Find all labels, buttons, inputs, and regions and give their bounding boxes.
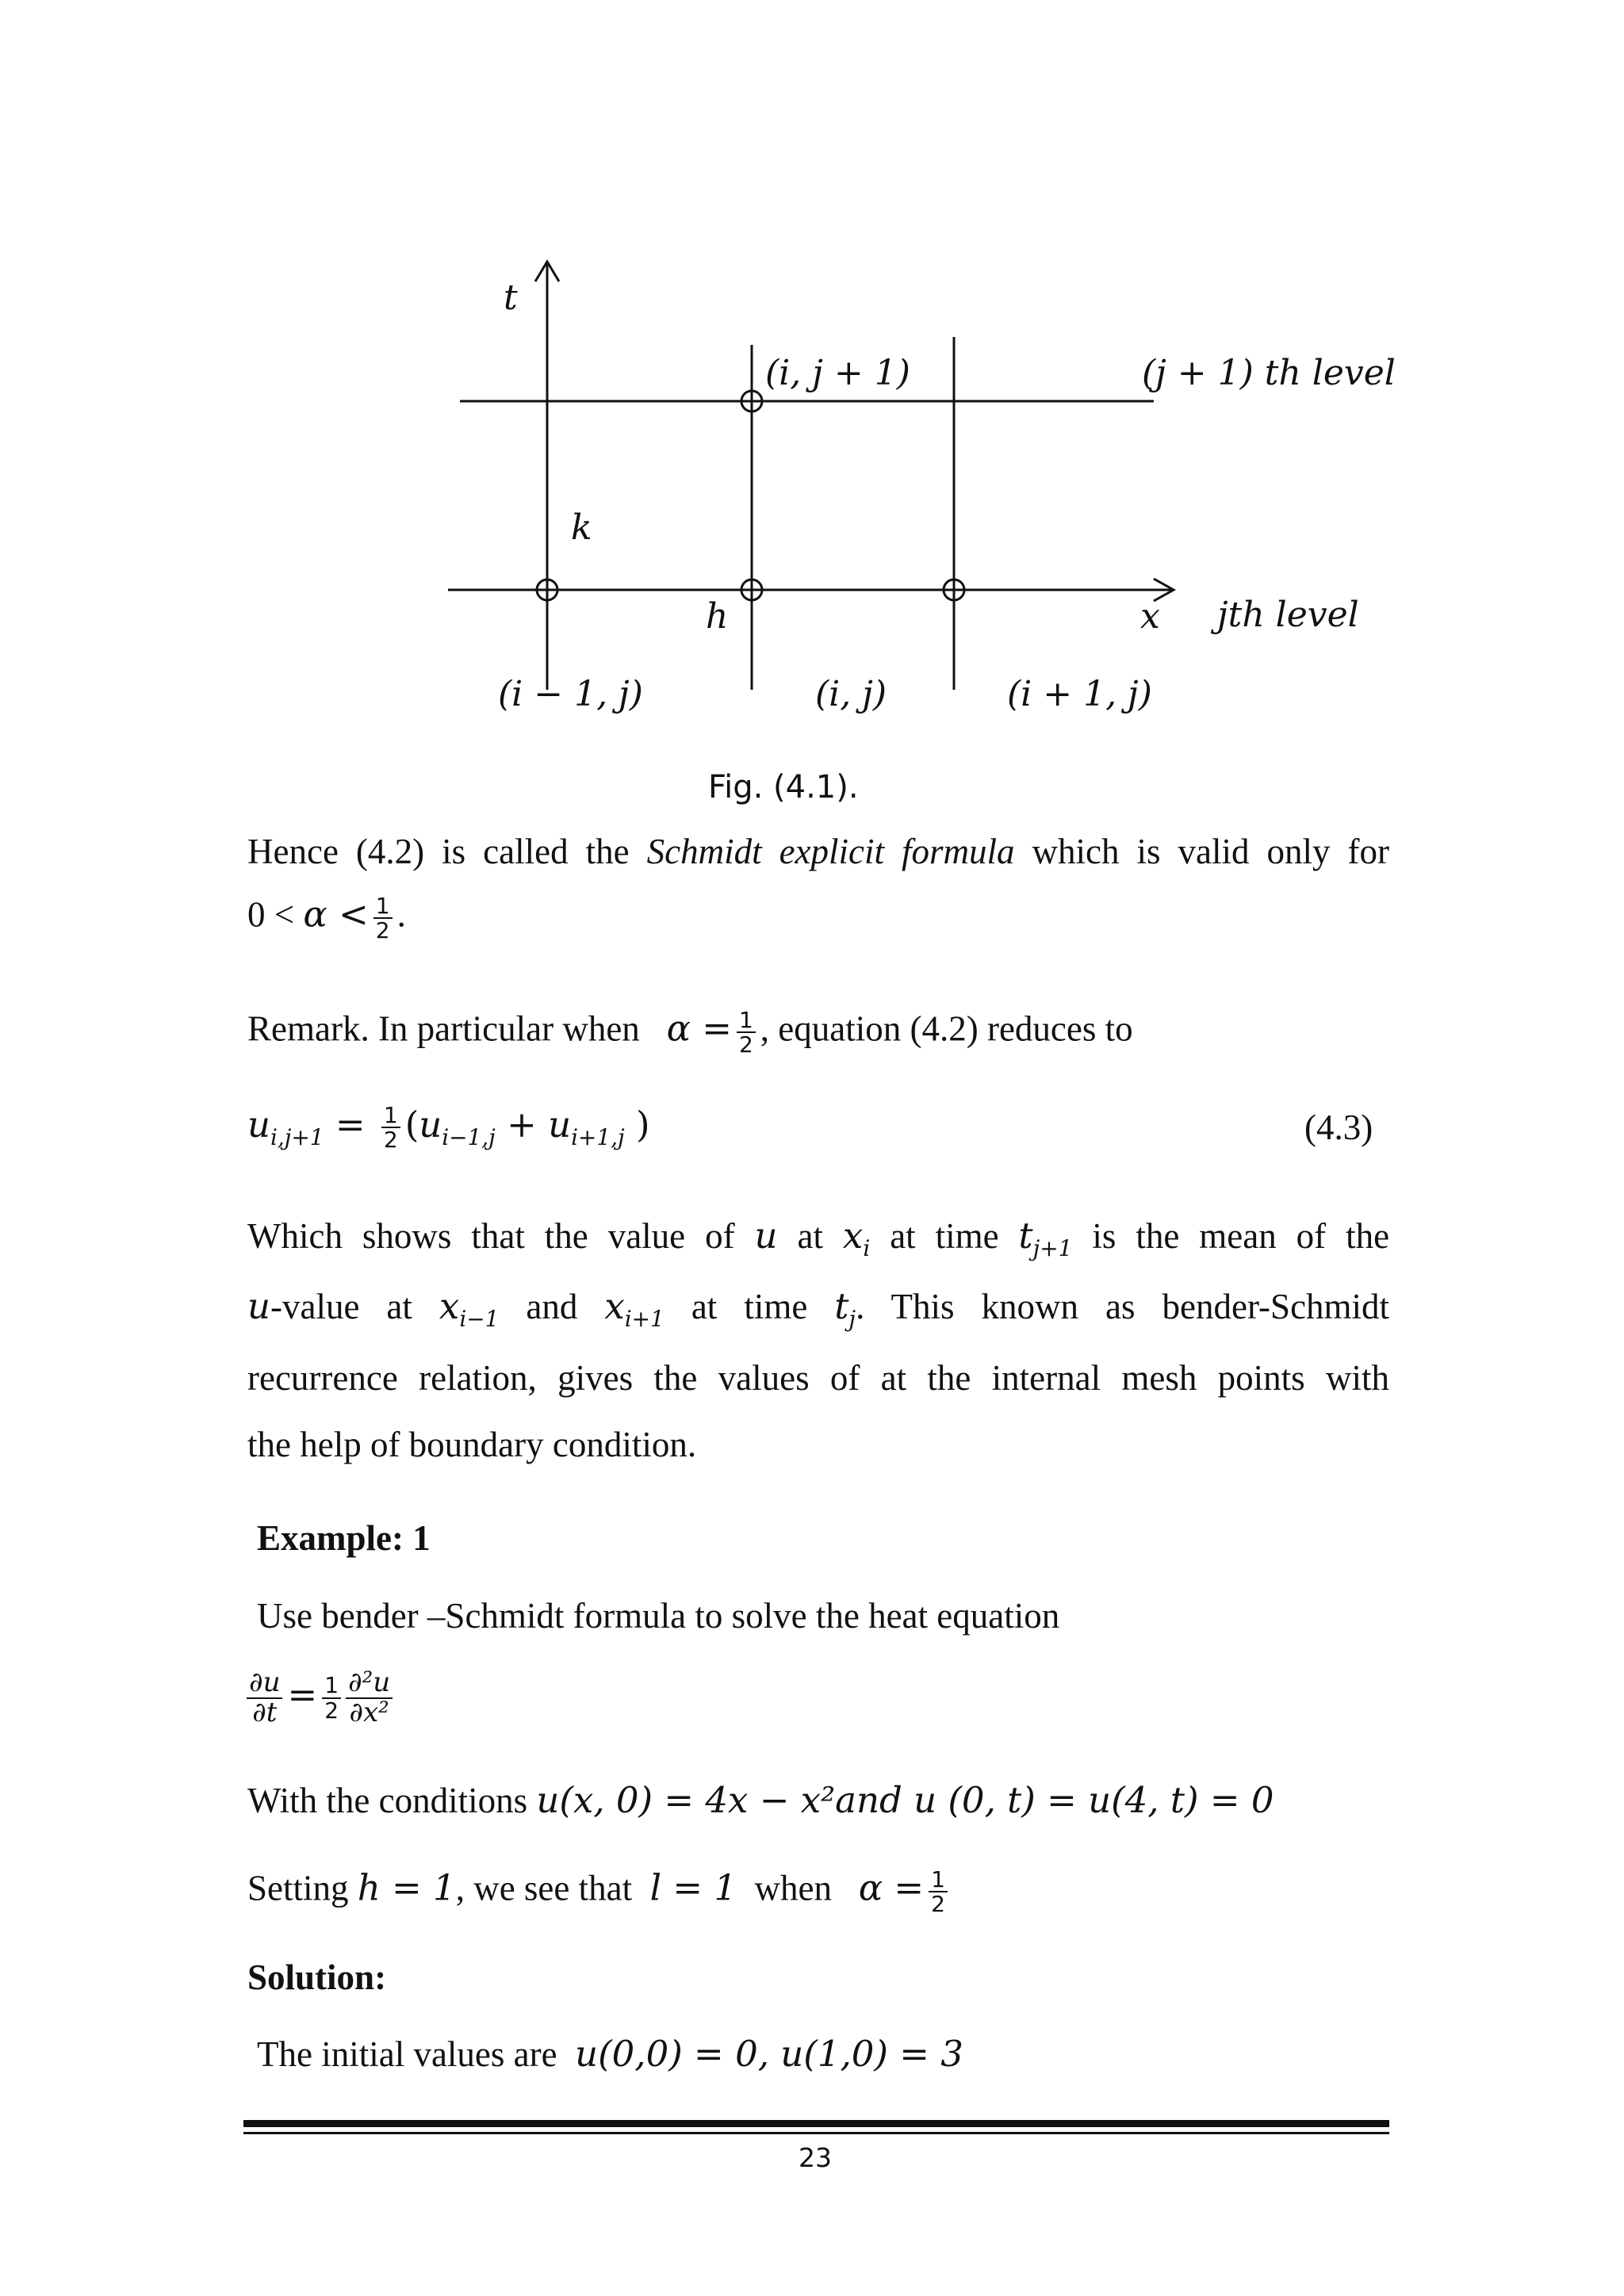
node-right-label: (i + 1, j) (1007, 674, 1152, 714)
equation-number: (4.3) (1304, 1108, 1373, 1147)
mesh-node-mid (741, 580, 762, 600)
x-axis-label: x (1140, 596, 1160, 637)
footer-rule-thick (243, 2120, 1389, 2127)
conditions-line: With the conditions u(x, 0) = 4x − x²and u (0, t) = u(4, t) = 0 (247, 1779, 1274, 1821)
k-label: k (571, 507, 592, 548)
level-top-label: (j + 1) th level (1142, 353, 1396, 393)
paragraph-mean-line-3: recurrence relation, gives the values of at the internal mesh points with (247, 1358, 1389, 1398)
example-heading: Example: 1 (257, 1518, 431, 1558)
h-label: h (706, 596, 729, 637)
setting-line: Setting h = 1, we see that l = 1 when α = $\frac{1}{2}$ (247, 1868, 952, 1916)
node-left-label: (i − 1, j) (498, 674, 643, 714)
half-fraction: $\frac{1}{2}$ (381, 1104, 400, 1152)
equation-4-3: $u_{i,j+1}$ = $\frac{1}{2}$ ($u_{i-1,j} + u_{i+1,j}$ ) (247, 1102, 650, 1154)
paragraph-mean-line-1: Which shows that the value of u at $x_i$ at time $t_{j+1}$ is the mean of the (247, 1215, 1390, 1261)
paragraph-schmidt: Hence (4.2) is called the Schmidt explicit formula which is valid only for (247, 832, 1389, 871)
paragraph-mean-line-4: the help of boundary condition. (247, 1425, 697, 1464)
mesh-node-right (944, 580, 964, 600)
solution-text: The initial values are u(0,0) = 0, u(1,0) = 3 (257, 2033, 963, 2075)
half-fraction: $\frac{1}{2}$ (929, 1868, 948, 1916)
du-dt-fraction: $\frac{\partial u}{\partial t}$ (247, 1669, 282, 1727)
solution-heading: Solution: (247, 1957, 387, 1997)
mesh-node-top (741, 391, 762, 411)
figure-caption: Fig. (4.1). (708, 769, 859, 806)
schmidt-formula-term: Schmidt explicit formula (646, 832, 1015, 871)
remark-line: Remark. In particular when α = $\frac{1}{2}$ , equation (4.2) reduces to (247, 1007, 1133, 1058)
coefficient-fraction: $\frac{1}{2}$ (322, 1674, 341, 1722)
example-text: Use bender –Schmidt formula to solve the heat equation (257, 1596, 1060, 1636)
half-fraction: $\frac{1}{2}$ (373, 894, 393, 943)
alpha-condition: 0 < α < $\frac{1}{2}$ . (247, 893, 406, 944)
page-number: 23 (799, 2142, 832, 2173)
node-top-label: (i, j + 1) (765, 353, 910, 393)
mesh-node-left (537, 580, 557, 600)
heat-equation: $\frac{\partial u}{\partial t}$ = $\frac{1}{2}$ $\frac{\text{∂²u}}{\text{∂x²}}$ (242, 1669, 397, 1727)
node-mid-label: (i, j) (815, 674, 887, 714)
footer-rule-thin (243, 2132, 1389, 2134)
half-fraction: $\frac{1}{2}$ (737, 1008, 756, 1057)
d2u-dx2-fraction: $\frac{\text{∂²u}}{\text{∂x²}}$ (346, 1669, 393, 1727)
t-axis-label: t (504, 277, 518, 318)
level-bottom-label: jth level (1217, 595, 1359, 635)
paragraph-mean-line-2: u-value at $x_{i-1}$ and $x_{i+1}$ at time $t_j$. This known as bender-Schmidt (247, 1285, 1390, 1332)
